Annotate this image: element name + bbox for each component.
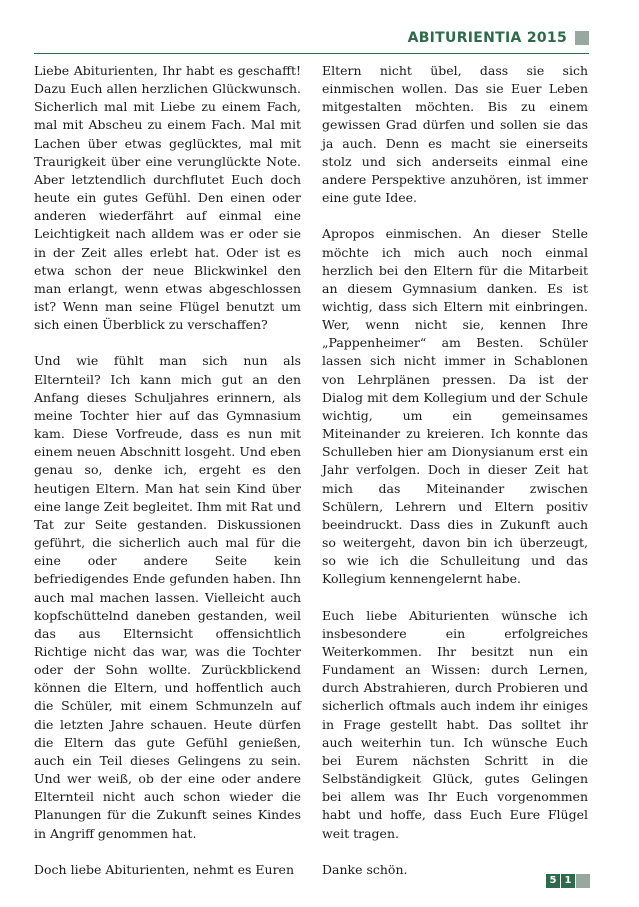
paragraph: Apropos einmischen. An dieser Stelle möchte ich mich auch noch einmal herzlich bei den Eltern für die Mitarbeit an diesem Gymnasium danken. Es ist wichtig, dass sich Eltern mit einbringen. Wer, wenn nicht sie, kennen Ihre „Pappenheimer“ am Besten. Schüler lassen sich nicht immer in Schablonen von Lehrplänen pressen. Da ist der Dialog mit dem Kollegium und der Schule wichtig, um ein gemeinsames Miteinander zu kreieren. Ich konnte das Schulleben hier am Dionysianum erst ein Jahr verfolgen. Doch in dieser Zeit hat mich das Miteinander zwischen Schülern, Lehrern und Eltern positiv beeindruckt. Dass dies in Zukunft auch so weitergeht, davon bin ich überzeugt, so wie ich die Schulleitung und das Kollegium kennengelernt habe. xyxy=(322,226,588,587)
paragraph: Doch liebe Abiturienten, nehmt es Euren xyxy=(34,861,295,877)
header-title: ABITURIENTIA 2015 xyxy=(407,30,567,46)
paragraph: Eltern nicht übel, dass sie sich einmischen wollen. Das sie Euer Leben mitgestalten möchten. Bis zu einem gewissen Grad dürfen und sollen sie das ja auch. Denn es macht sie einerseits stolz und sich anderseits einmal eine andere Perspektive anzuhören, ist immer eine gute Idee. xyxy=(322,63,588,206)
paragraph: Und wie fühlt man sich nun als Elternteil? Ich kann mich gut an den Anfang dieses Schuljahres erinnern, als meine Tochter hier auf das Gymnasium kam. Diese Vorfreude, dass es nun mit einem neuen Abschnitt losgeht. Und eben genau so, denke ich, ergeht es den heutigen Eltern. Man hat sein Kind über eine lange Zeit begleitet. Ihm mit Rat und Tat zur Seite gestanden. Diskussionen geführt, die sicherlich auch mal für die eine oder andere Seite kein befriedigendes Ende gefunden haben. Ihn auch mal machen lassen. Vielleicht auch kopfschüttelnd daneben gestanden, weil das aus Elternsicht offensichtlich Richtige nicht das war, was die Tochter oder der Sohn wollte. Zurückblickend können die Eltern, und hoffentlich auch die Schüler, mit einem Schmunzeln auf die letzten Jahre schauen. Heute dürfen die Eltern das gute Gefühl genießen, auch ein Teil dieses Gelingens zu sein. Und wer weiß, ob der eine oder andere Elternteil nicht auch schon wieder die Planungen für die Zukunft seines Kindes in Angriff genommen hat. xyxy=(34,353,301,841)
page-number xyxy=(546,874,590,888)
page-header xyxy=(34,28,589,50)
footer-square-icon xyxy=(576,874,590,888)
page-number-digit: 5 xyxy=(546,874,560,888)
page-number-digit: 1 xyxy=(561,874,575,888)
header-divider xyxy=(34,53,589,54)
right-column xyxy=(322,62,588,897)
left-column xyxy=(34,62,301,897)
closing-line: Danke schön. xyxy=(322,861,408,877)
paragraph: Liebe Abiturienten, Ihr habt es geschafft! Dazu Euch allen herzlichen Glückwunsch. Sicherlich mal mit Liebe zu einem Fach, mal mit Abscheu zu einem Fach. Mal mit Lachen über etwas geglücktes, mal mit Traurigkeit über eine verunglückte Note. Aber letztendlich durchflutet Euch doch heute ein gutes Gefühl. Den einen oder anderen wiederfährt auf einmal eine Leichtigkeit nach alldem was er oder sie in der Zeit alles erlebt hat. Oder ist es etwa schon der neue Blickwinkel den man erlangt, wenn etwas abgeschlossen ist? Wenn man seine Flügel benutzt um sich einen Überblick zu verschaffen? xyxy=(34,63,301,333)
header-square-icon xyxy=(575,31,589,45)
paragraph: Euch liebe Abiturienten wünsche ich insbesondere ein erfolgreiches Weiterkommen. Ihr besitzt nun ein Fundament an Wissen: durch Lernen, durch Abstrahieren, durch Probieren und sicherlich oftmals auch indem ihr einiges in Frage gestellt habt. Das solltet ihr auch weiterhin tun. Ich wünsche Euch bei Eurem nächsten Schritt in die Selbständigkeit Glück, gutes Gelingen bei allem was Ihr Euch vorgenommen habt und hoffe, dass Euch Eure Flügel weit tragen. xyxy=(322,607,588,841)
